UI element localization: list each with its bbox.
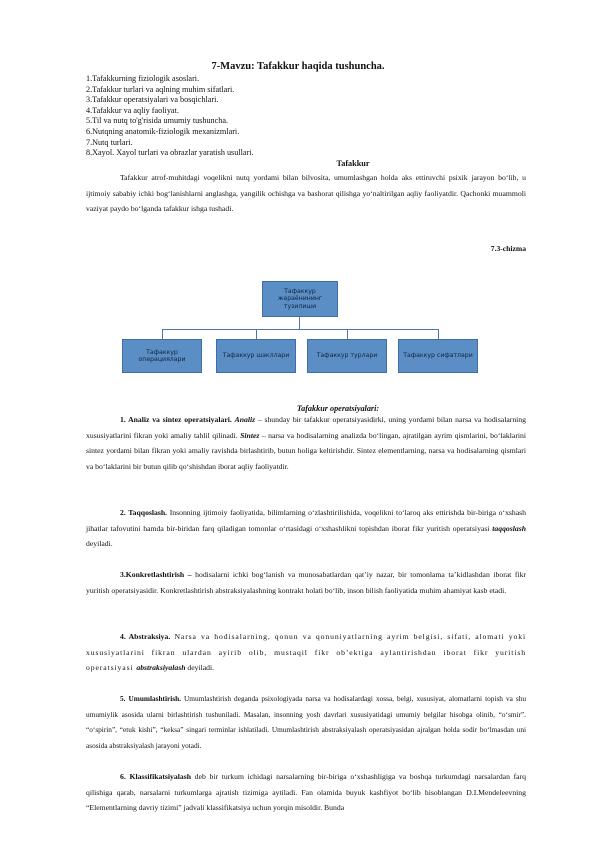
intro-paragraph	[86, 170, 526, 217]
plan-item: 1.Tafakkurning fiziologik asoslari.	[86, 74, 200, 83]
diagram-child-box: Тафаккур турлари	[307, 339, 387, 373]
diagram-connector	[347, 329, 348, 339]
operation-title: 2. Taqqoslash.	[120, 508, 168, 517]
diagram-connector	[162, 329, 438, 330]
plan-item: 8.Xayol. Xayol turlari va obrazlar yaratish usullari.	[86, 148, 254, 158]
plan-item: 4.Tafakkur va aqliy faoliyat.	[86, 105, 179, 115]
section-heading: Tafakkur	[336, 159, 370, 168]
intro-text: Tafakkur atrof-muhitdagi voqelikni nutq yordami bilan bilvosita, umumlashgan holda aks ettiruvchi psixik jarayon bo‘lib, u ijtimoiy sababiy ichki bog‘lanishlarni anglashga, yangilik ochishga va bashorat qilishga yo‘naltirilgan aqliy faoliyatdir. Qachonki muammoli vaziyat paydo bo‘lganda tafakkur ishga tushadi.	[86, 173, 526, 214]
plan-item: 6.Nutqning anatomik-fiziologik mexanizmlari.	[86, 126, 240, 136]
operation-paragraph-5: 5. Umumlashtirish. Umumlashtirish deganda psixologiyada narsa va hodisalardagi xossa, belgi, xususiyat, alomatlarni topish va shu umumiylik asosida ularni birlashtirish tushuniladi. Masalan, insonning yosh davrlari xususiyatidagi umumiy belgilar hisobga olinib, “o‘smir”. “o‘spirin”, “etuk kishi”, “keksa” singari terminlar ishlatiladi. Umumlashtirish abstraksiyalash operatsiyasidan ajralgan holda sodir bo‘lmasdan uni asosida abstraksiyalash jarayoni yotadi.	[86, 694, 526, 750]
diagram-connector	[162, 329, 163, 339]
topic-plan-list	[86, 74, 254, 159]
diagram-child-box: Тафаккур операциялари	[122, 339, 202, 373]
operation-paragraph-2: 2. Taqqoslash. Insonning ijtimoiy faoliyatida, bilimlarning o‘zlashtirilishida, voqelikni to‘laroq aks ettirishda bir-biriga o‘xshash jihatlar tafovutini hamda bir-biridan farq qiladigan tomonlar o‘rtasidagi o‘xshashlikni topishdan iborat fikr yuritish operatsiyasi taqqoslash deyiladi.	[86, 508, 526, 549]
page-title: 7-Mavzu: Tafakkur haqida tushuncha.	[211, 61, 385, 72]
operations-heading: Tafakkur operatsiyalari:	[296, 404, 380, 413]
diagram-connector	[256, 329, 257, 339]
plan-item: 3.Tafakkur operatsiyalari va bosqichlari.	[86, 95, 219, 105]
term-abstraksiyalash: abstraksiyalash	[136, 663, 186, 673]
diagram-child-box: Тафаккур шакллари	[216, 339, 296, 373]
operation-paragraph-3: 3.Konkretlashtirish – hodisalarni ichki bog‘lanish va munosabatlardan qat’iy nazar, bir tomonlama ta’kidlashdan iborat fikr yuritish operatsiyasidir. Konkretlashtirish abstraksiyalashning kontrakt holati bo‘lib, inson bilish faoliyatida muhim ahamiyat kasb etadi.	[86, 570, 526, 595]
operation-paragraph-6: 6. Klassifikatsiyalash deb bir turkum ichidagi narsalarning bir-biriga o‘xshashligiga va boshqa turkumdagi narsalardan farq qilishiga qarab, narsalarni turkumlarga ajratish tizimiga aytiladi. Fan olamida buyuk kashfiyot bo‘lib hisoblangan D.I.Mendeleevning “Elementlarning davriy tizimi” jadvali klassifikatsiya uchun yorqin misoldir. Bunda	[86, 772, 526, 813]
operation-title: 6. Klassifikatsiyalash	[120, 772, 191, 781]
term-taqqoslash: taqqoslash	[492, 523, 526, 533]
plan-item: 2.Tafakkur turlari va aqlning muhim sifatlari.	[86, 84, 235, 94]
diagram-connector	[438, 329, 439, 339]
diagram-child-box: Тафаккур сифатлари	[398, 339, 478, 373]
plan-item: 7.Nutq turlari.	[86, 137, 133, 147]
diagram-root-box: Тафаккур жараёнининг тузилиши	[262, 281, 338, 317]
term-sintez: Sintez	[240, 430, 260, 440]
operation-title: 1. Analiz va sintez operatsiyalari.	[120, 415, 232, 424]
diagram-connector	[299, 317, 300, 329]
figure-label: 7.3-chizma	[490, 244, 526, 253]
operation-title: 3.Konkretlashtirish –	[120, 570, 192, 579]
operation-title: 5. Umumlashtirish.	[120, 694, 181, 703]
operation-title: 4. Abstraksiya.	[120, 632, 171, 641]
term-analiz: Analiz	[234, 415, 256, 424]
operation-paragraph-4: 4. Abstraksiya. Narsa va hodisalarning, qonun va qonuniyatlarning ayrim belgisi, sifati, alomati yoki xususiyatlarini fikran ulardan ayirib olib, mustaqil fikr ob’ektiga aylantirishdan iborat fikr yuritish operatsiyasi abstraksiyalash deyiladi.	[86, 632, 526, 673]
plan-item: 5.Til va nutq to'g'risida umumiy tushuncha.	[86, 116, 229, 126]
operation-paragraph-1: 1. Analiz va sintez operatsiyalari. Analiz – shunday bir tafakkur operatsiyasidirki, uning yordami bilan narsa va hodisalarning xususiyatlarini fikran yoki amaliy tahlil qilinadi. Sintez – narsa va hodisalarning analizda bo‘lingan, ajratilgan ayrim qismlarini, bo‘laklarini sintez yordami bilan fikran yoki amaliy ravishda birlashtirib, butun holiga keltirishdir. Sintez elementlarning, narsa va hodisalarning qismlari va bo‘laklarini bir butun qilib qo‘shishdan iborat aqliy faoliyatdir.	[86, 415, 526, 471]
